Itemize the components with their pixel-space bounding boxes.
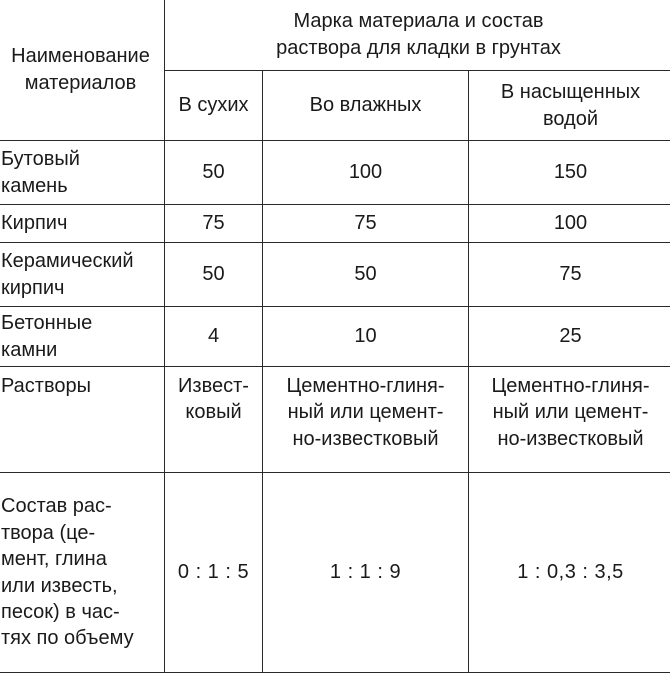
header-dry: В сухих <box>165 71 263 141</box>
table-row <box>0 141 670 205</box>
header-name-column: Наименование материалов <box>0 0 165 141</box>
row-name: Бутовый камень <box>0 141 165 205</box>
row-name: Состав рас- твора (це- мент, глина или известь, песок) в час- тях по объему <box>0 473 165 673</box>
cell-wet: 1 : 1 : 9 <box>263 473 469 673</box>
row-name: Растворы <box>0 367 165 473</box>
cell-dry: Извест- ковый <box>165 367 263 473</box>
header-wet: Во влажных <box>263 71 469 141</box>
row-name: Керамический кирпич <box>0 243 165 307</box>
header-row-top <box>0 0 670 71</box>
table-row <box>0 367 670 473</box>
cell-dry: 75 <box>165 205 263 243</box>
header-group: Марка материала и состав раствора для кладки в грунтах <box>165 0 670 71</box>
cell-saturated: 150 <box>469 141 670 205</box>
cell-dry: 0 : 1 : 5 <box>165 473 263 673</box>
cell-dry: 4 <box>165 307 263 367</box>
cell-saturated: 100 <box>469 205 670 243</box>
cell-wet: 75 <box>263 205 469 243</box>
cell-wet: Цементно-глиня- ный или цемент- но-известковый <box>263 367 469 473</box>
cell-wet: 50 <box>263 243 469 307</box>
cell-saturated: 25 <box>469 307 670 367</box>
table-row <box>0 205 670 243</box>
cell-dry: 50 <box>165 141 263 205</box>
row-name: Кирпич <box>0 205 165 243</box>
header-saturated: В насыщенных водой <box>469 71 670 141</box>
cell-wet: 100 <box>263 141 469 205</box>
cell-saturated: 1 : 0,3 : 3,5 <box>469 473 670 673</box>
cell-saturated: Цементно-глиня- ный или цемент- но-известковый <box>469 367 670 473</box>
cell-saturated: 75 <box>469 243 670 307</box>
table-row <box>0 473 670 673</box>
cell-dry: 50 <box>165 243 263 307</box>
table-row <box>0 243 670 307</box>
cell-wet: 10 <box>263 307 469 367</box>
table-row <box>0 307 670 367</box>
row-name: Бетонные камни <box>0 307 165 367</box>
